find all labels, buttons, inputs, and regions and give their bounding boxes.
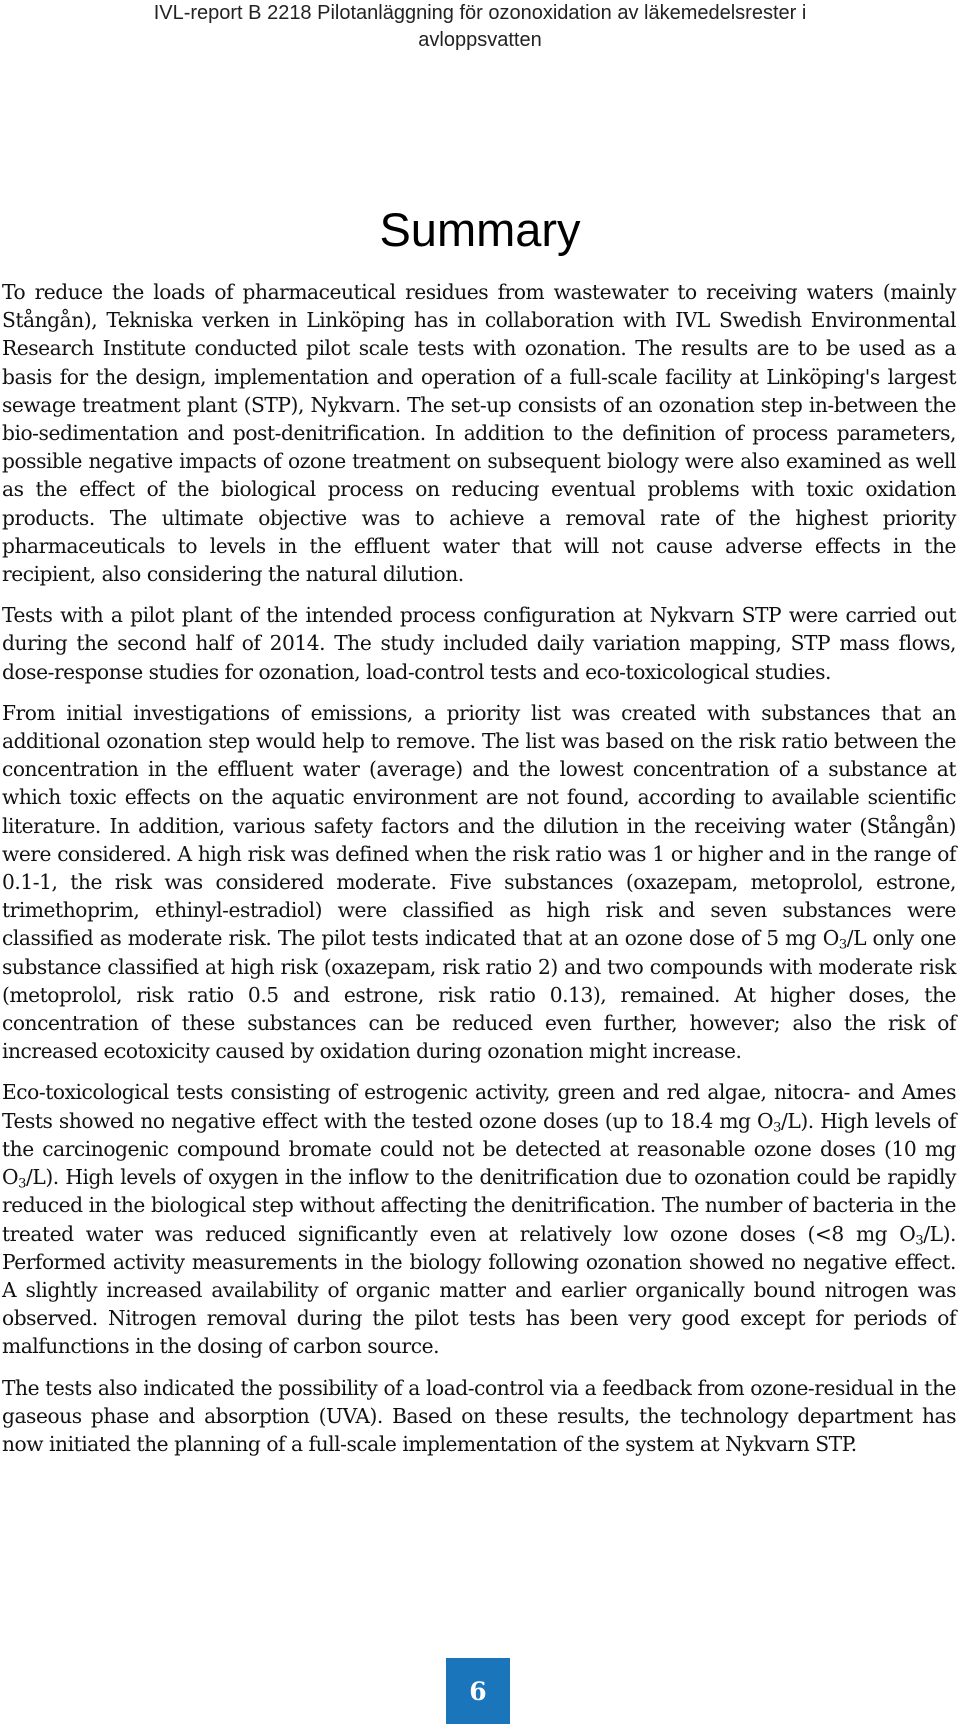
paragraph-4-text-b: /L). High levels of the carcinogenic compound bromate could not be detected at reasonable ozone doses (10 mg O xyxy=(2,1108,956,1190)
page-number-badge xyxy=(446,1658,510,1724)
paragraph-4-text-c: /L). High levels of oxygen in the inflow to the denitrification due to ozonation could be rapidly reduced in the biological step without affecting the denitrification. The number of bacteria in the treated water was reduced significantly even at relatively low ozone doses (<8 mg O xyxy=(2,1165,956,1246)
paragraph-3-text-a: From initial investigations of emissions, a priority list was created with substances that an additional ozonation step would help to remove. The list was based on the risk ratio between the concentration in the effluent water (average) and the lowest concentration of a substance at which toxic effects on the aquatic environment are not found, according to available scientific literature. In addition, various safety factors and the dilution in the receiving water (Stångån) were considered. A high risk was defined when the risk ratio was 1 or higher and in the range of 0.1-1, the risk was considered moderate. Five substances (oxazepam, metoprolol, estrone, trimethoprim, ethinyl-estradiol) were classified as high risk and seven substances were classified as moderate risk. The pilot tests indicated that at an ozone dose of 5 mg O xyxy=(2,700,956,951)
paragraph-5: The tests also indicated the possibility of a load-control via a feedback from ozone-residual in the gaseous phase and absorption (UVA). Based on these results, the technology department has now initiated the planning of a full-scale implementation of the system at Nykvarn STP. xyxy=(2,1375,956,1456)
header-line-2: avloppsvatten xyxy=(418,29,542,51)
paragraph-1: To reduce the loads of pharmaceutical residues from wastewater to receiving waters (mainly Stångån), Tekniska verken in Linköping has in collaboration with IVL Swedish Environmental Research Institute conducted pilot scale tests with ozonation. The results are to be used as a basis for the design, implementation and operation of a full-scale facility at Linköping's largest sewage treatment plant (STP), Nykvarn. The set-up consists of an ozonation step in-between the bio-sedimentation and post-denitrification. In addition to the definition of process parameters, possible negative impacts of ozone treatment on subsequent biology were also examined as well as the effect of the biological process on reducing eventual problems with toxic oxidation products. The ultimate objective was to achieve a removal rate of the highest priority pharmaceuticals to levels in the effluent water that will not cause adverse effects in the recipient, also considering the natural dilution. xyxy=(2,280,956,587)
subscript-3: 3 xyxy=(838,937,847,953)
subscript-3: 3 xyxy=(915,1232,924,1248)
paragraph-3 xyxy=(2,699,956,1066)
paragraph-4 xyxy=(2,1078,956,1360)
paragraph-4-text-a: Eco-toxicological tests consisting of estrogenic activity, green and red algae, nitocra- and Ames Tests showed no negative effect with the tested ozone doses (up to 18.4 mg O xyxy=(2,1080,956,1133)
subscript-3: 3 xyxy=(18,1176,27,1192)
running-header xyxy=(0,0,960,54)
paragraph-4-text-d: /L). Performed activity measurements in the biology following ozonation showed no negative effect. A slightly increased availability of organic matter and earlier organically bound nitrogen was observed. Nitrogen removal during the pilot tests has been very good except for periods of malfunctions in the dosing of carbon source. xyxy=(2,1221,956,1359)
page-title: Summary xyxy=(379,203,581,256)
summary-body xyxy=(2,278,956,1471)
header-line-1: IVL-report B 2218 Pilotanläggning för ozonoxidation av läkemedelsrester i xyxy=(153,2,807,24)
paragraph-3-text-b: /L only one substance classified at high risk (oxazepam, risk ratio 2) and two compounds with moderate risk (metoprolol, risk ratio 0.5 and estrone, risk ratio 0.13), remained. At higher doses, the concentration of these substances can be reduced even further, however; also the risk of increased ecotoxicity caused by oxidation during ozonation might increase. xyxy=(2,926,956,1064)
paragraph-2: Tests with a pilot plant of the intended process configuration at Nykvarn STP were carried out during the second half of 2014. The study included daily variation mapping, STP mass flows, dose-response studies for ozonation, load-control tests and eco-toxicological studies. xyxy=(2,603,956,684)
page-number: 6 xyxy=(469,1676,487,1706)
subscript-3: 3 xyxy=(773,1119,782,1135)
